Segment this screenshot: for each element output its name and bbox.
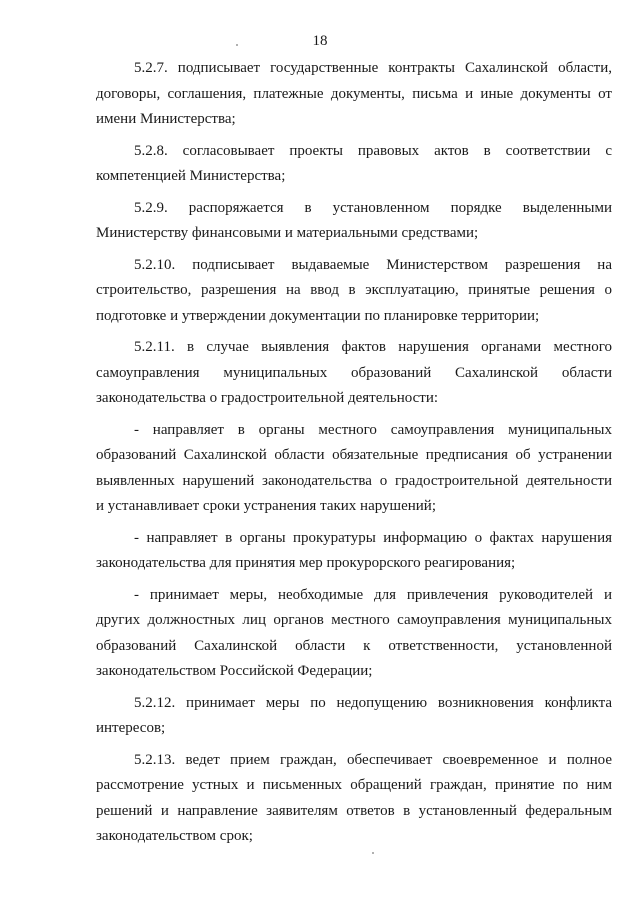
page-number: 18 <box>312 33 328 49</box>
paragraph-line: компетенцией Министерства; <box>96 168 286 184</box>
paragraph-line: 5.2.9. распоряжается в установленном порядке выделенными <box>134 199 612 216</box>
paragraph-line: имени Министерства; <box>96 111 236 127</box>
paragraph-line: договоры, соглашения, платежные документы, письма и иные документы от <box>96 85 612 102</box>
paragraph-line: 5.2.13. ведет прием граждан, обеспечивает своевременное и полное <box>134 751 612 768</box>
paragraph <box>96 583 612 685</box>
paragraph-line: рассмотрение устных и письменных обращений граждан, принятие по ним <box>96 777 612 793</box>
paragraph-line: строительство, разрешения на ввод в эксплуатацию, принятые решения о <box>96 282 612 298</box>
paragraph <box>96 418 612 520</box>
paragraph-line: выявленных нарушений законодательства о градостроительной деятельности <box>96 472 612 489</box>
paragraph-line: решений и направление заявителям ответов в установленный федеральным <box>96 802 612 819</box>
paragraph-line: подготовке и утверждении документации по планировке территории; <box>96 307 540 324</box>
paragraph-line: Министерству финансовыми и материальными средствами; <box>96 225 479 241</box>
paragraph-line: 5.2.12. принимает меры по недопущению возникновения конфликта <box>134 694 612 711</box>
paragraph <box>96 335 612 412</box>
paragraph-line: образований Сахалинской области обязательные предписания об устранении <box>96 447 612 463</box>
paragraph-line: и устанавливает сроки устранения таких нарушений; <box>96 498 436 514</box>
scan-speck <box>236 44 238 46</box>
paragraph-line: 5.2.11. в случае выявления фактов нарушения органами местного <box>134 339 612 355</box>
paragraph-line: законодательством срок; <box>96 828 253 844</box>
document-body <box>96 56 612 856</box>
paragraph-line: самоуправления муниципальных образований Сахалинской области <box>96 364 612 381</box>
paragraph <box>96 56 612 133</box>
paragraph <box>96 526 612 577</box>
paragraph <box>96 748 612 850</box>
paragraph-line: законодательством Российской Федерации; <box>96 663 373 679</box>
paragraph-line: интересов; <box>96 720 166 736</box>
paragraph <box>96 253 612 330</box>
paragraph-line: образований Сахалинской области к ответственности, установленной <box>96 637 612 654</box>
paragraph-line: - направляет в органы прокуратуры информацию о фактах нарушения <box>134 529 612 546</box>
paragraph-line: законодательства для принятия мер прокурорского реагирования; <box>96 555 516 571</box>
paragraph-line: - направляет в органы местного самоуправления муниципальных <box>134 421 612 438</box>
paragraph-line: других должностных лиц органов местного самоуправления муниципальных <box>96 612 612 628</box>
paragraph-line: 5.2.10. подписывает выдаваемые Министерством разрешения на <box>134 256 612 273</box>
paragraph <box>96 691 612 742</box>
paragraph-line: - принимает меры, необходимые для привлечения руководителей и <box>134 586 612 603</box>
paragraph-line: законодательства о градостроительной деятельности: <box>96 390 439 406</box>
paragraph-line: 5.2.8. согласовывает проекты правовых актов в соответствии с <box>134 142 612 159</box>
paragraph <box>96 196 612 247</box>
paragraph <box>96 139 612 190</box>
paragraph-line: 5.2.7. подписывает государственные контракты Сахалинской области, <box>134 60 612 76</box>
